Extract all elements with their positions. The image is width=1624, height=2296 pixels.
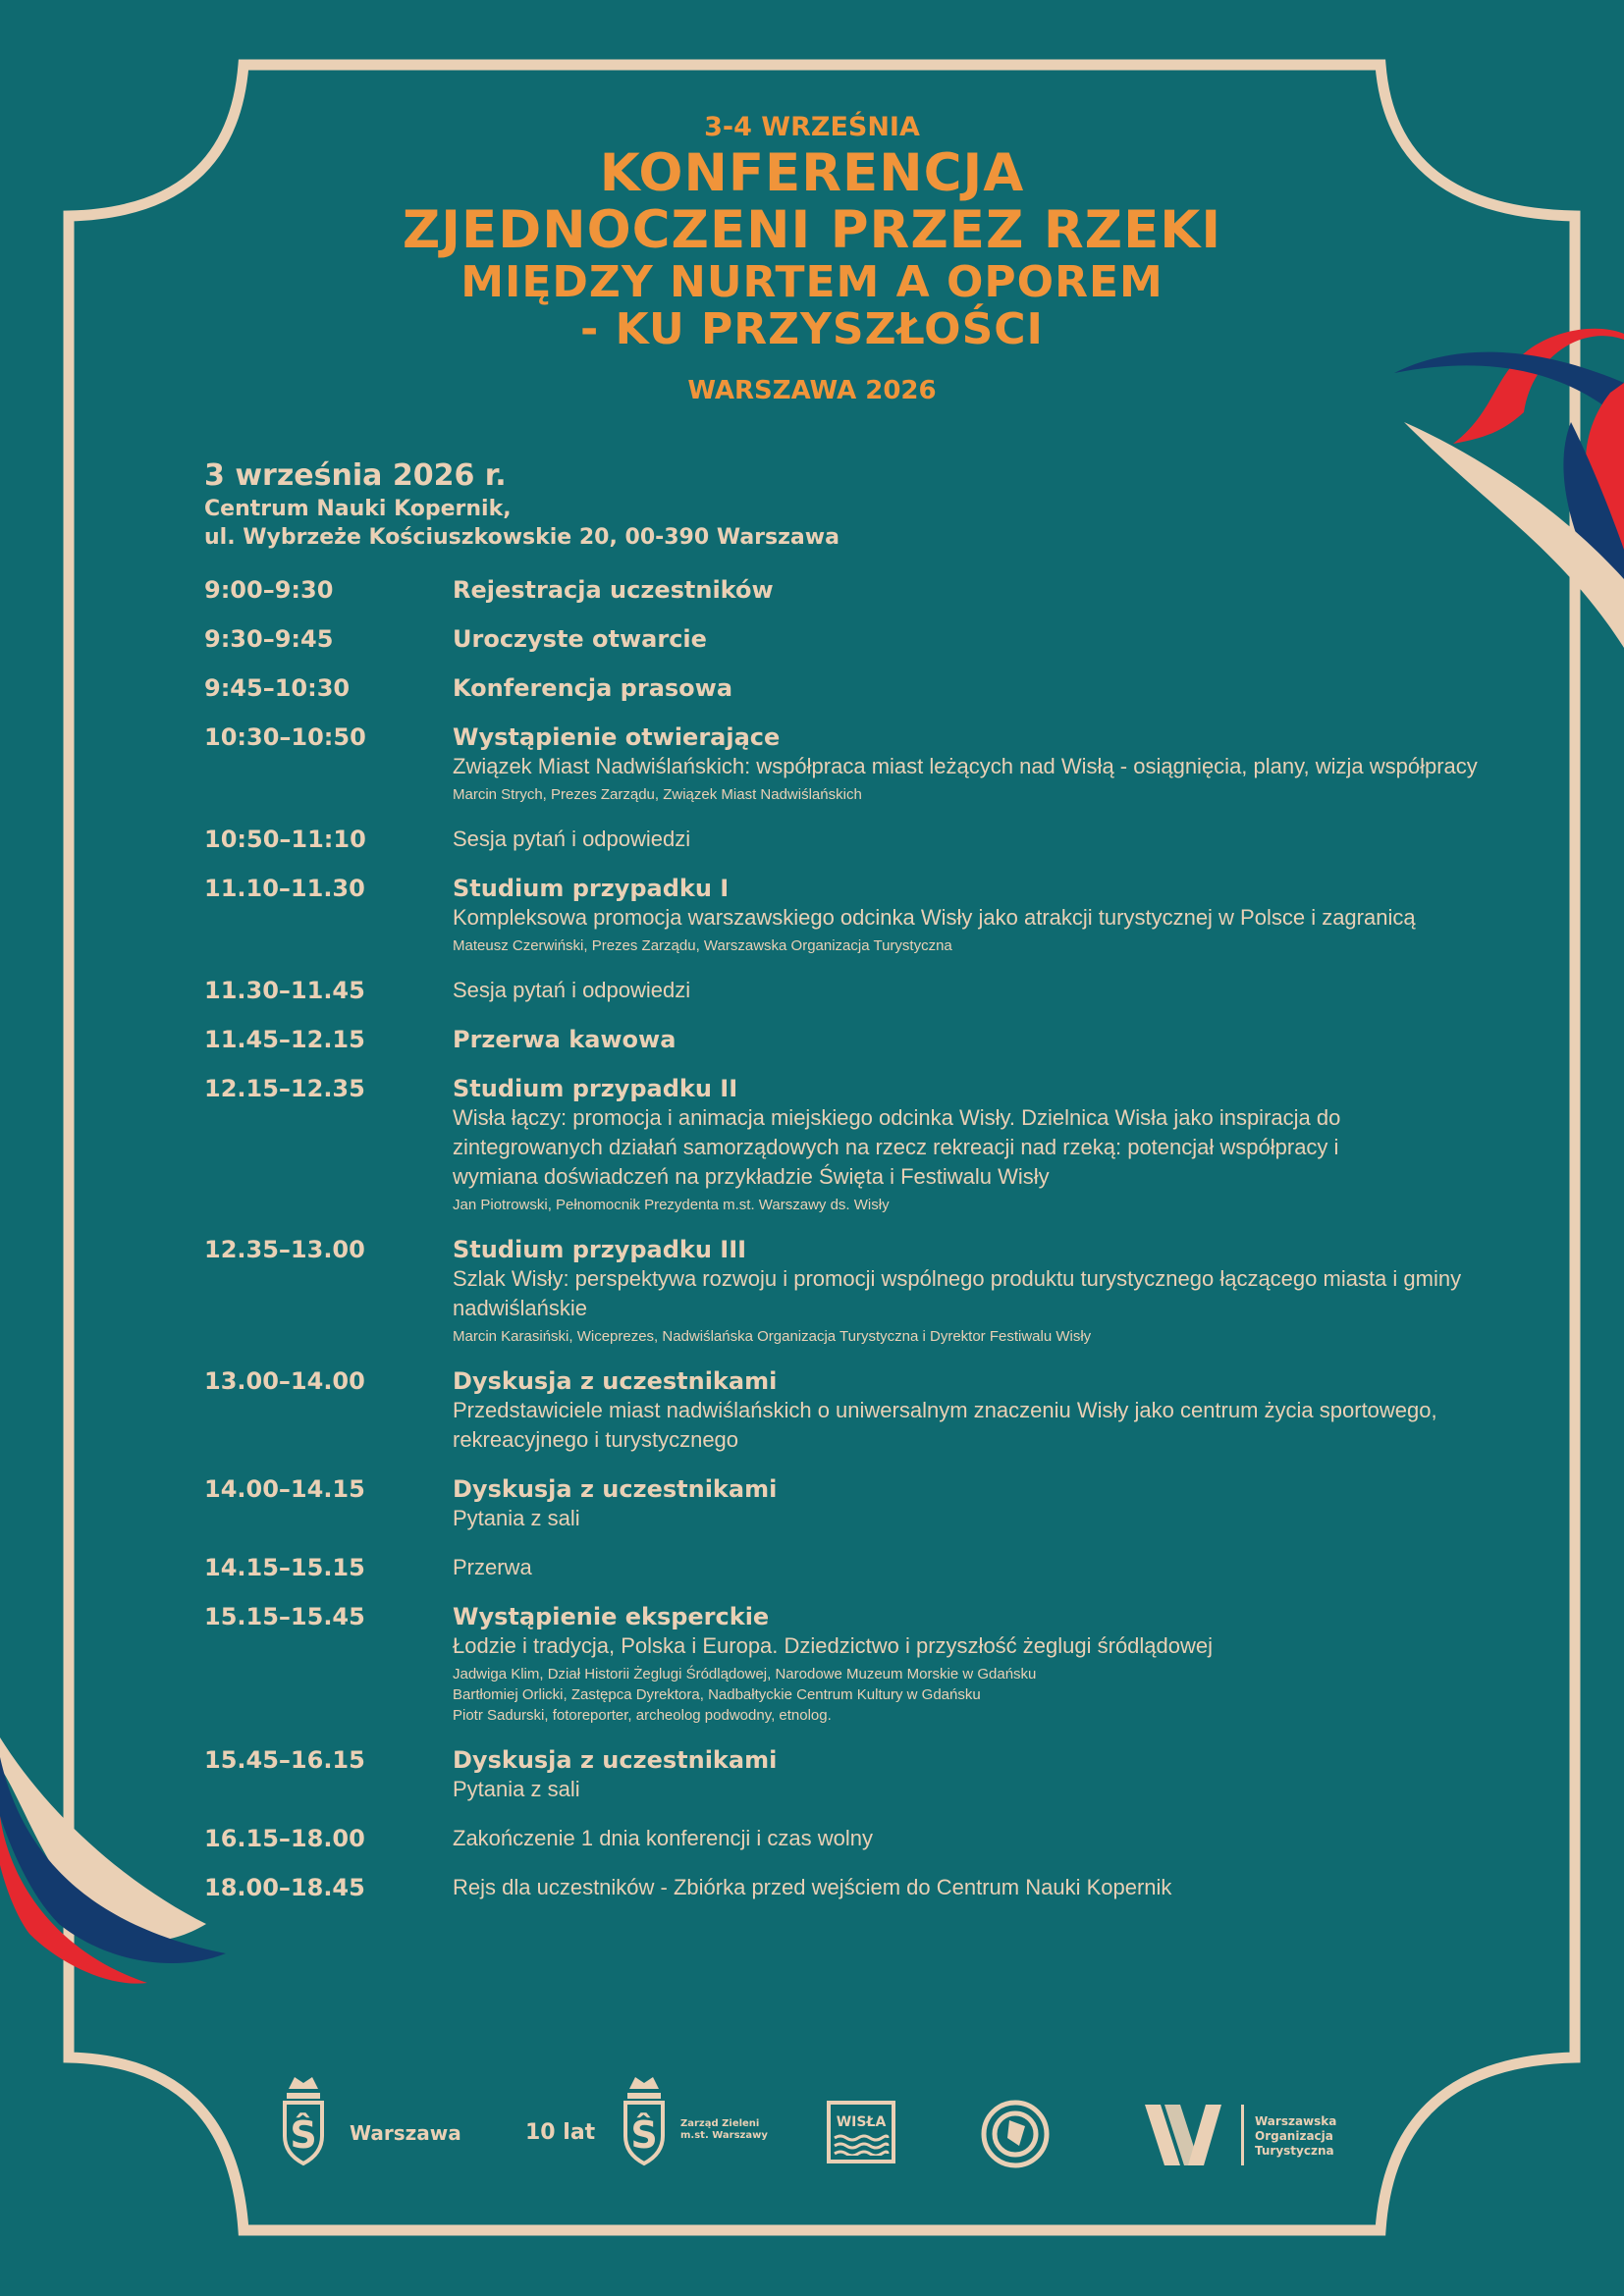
row-title: Wystąpienie eksperckie — [453, 1603, 770, 1630]
schedule-row — [0, 1474, 1624, 1553]
row-speakers: Marcin Strych, Prezes Zarządu, Związek Miast Nadwiślańskich — [453, 786, 862, 803]
row-time: 12.15–12.35 — [204, 1075, 365, 1102]
row-speakers: Jan Piotrowski, Pełnomocnik Prezydenta m.st. Warszawy ds. Wisły — [453, 1197, 890, 1213]
row-speakers: Jadwiga Klim, Dział Historii Żeglugi Śródlądowej, Narodowe Muzeum Morskie w Gdańsku Bartłomiej Orlicki, Zastępca Dyrektora, Nadbałtyckie Centrum Kultury w Gdańsku Piotr Sadurski, fotoreporter, archeolog podwodny, etnolog. — [453, 1666, 1037, 1724]
row-time: 10:30–10:50 — [204, 723, 366, 751]
header — [0, 110, 1624, 408]
schedule-row — [0, 624, 1624, 673]
day-venue: Centrum Nauki Kopernik, — [204, 497, 512, 521]
wot-name-1: Warszawska — [1255, 2114, 1337, 2128]
row-description: Przedstawiciele miast nadwiślańskich o uniwersalnym znaczeniu Wisły jako centrum życia sportowego, rekreacyjnego i turystycznego — [453, 1398, 1437, 1452]
row-description: Związek Miast Nadwiślańskich: współpraca miast leżących nad Wisłą - osiągnięcia, plany, wizja współpracy — [453, 754, 1478, 778]
row-description: Szlak Wisły: perspektywa rozwoju i promocji wspólnego produktu turystycznego łączącego miasta i gminy nadwiślańskie — [453, 1266, 1462, 1320]
row-time: 15.45–16.15 — [204, 1746, 365, 1774]
row-description: Zakończenie 1 dnia konferencji i czas wolny — [453, 1826, 874, 1850]
row-description: Rejs dla uczestników - Zbiórka przed wejściem do Centrum Nauki Kopernik — [453, 1875, 1172, 1899]
wisla-logo — [827, 2101, 895, 2163]
wot-name-2: Organizacja — [1255, 2129, 1333, 2143]
row-title: Studium przypadku II — [453, 1075, 738, 1102]
emblem-icon — [980, 2099, 1051, 2169]
warsaw-crest-icon — [281, 2071, 326, 2169]
schedule-row — [0, 673, 1624, 722]
row-title: Wystąpienie otwierające — [453, 723, 781, 751]
row-title: Dyskusja z uczestnikami — [453, 1367, 778, 1395]
schedule-row — [0, 1366, 1624, 1474]
zzw-crest-icon — [622, 2071, 667, 2169]
row-time: 16.15–18.00 — [204, 1825, 365, 1852]
schedule-row — [0, 1824, 1624, 1873]
row-title: Konferencja prasowa — [453, 674, 733, 702]
row-time: 9:00–9:30 — [204, 576, 334, 604]
circle-emblem-logo — [980, 2099, 1051, 2173]
partner-logos — [0, 2071, 1624, 2169]
row-time: 10:50–11:10 — [204, 826, 366, 853]
svg-text:Ŝ: Ŝ — [290, 2113, 317, 2157]
row-time: 14.15–15.15 — [204, 1554, 365, 1581]
row-title: Dyskusja z uczestnikami — [453, 1475, 778, 1503]
row-time: 14.00–14.15 — [204, 1475, 365, 1503]
schedule-row — [0, 1602, 1624, 1745]
row-time: 13.00–14.00 — [204, 1367, 365, 1395]
row-title: Przerwa kawowa — [453, 1026, 677, 1053]
row-description: Sesja pytań i odpowiedzi — [453, 978, 691, 1002]
schedule-row — [0, 874, 1624, 976]
schedule-row — [0, 575, 1624, 624]
warszawa-label: Warszawa — [350, 2121, 461, 2145]
row-time: 15.15–15.45 — [204, 1603, 365, 1630]
row-time: 11.10–11.30 — [204, 875, 365, 902]
warszawa-logo — [281, 2071, 461, 2173]
row-speakers: Mateusz Czerwiński, Prezes Zarządu, Warszawska Organizacja Turystyczna — [453, 937, 952, 954]
row-description: Kompleksowa promocja warszawskiego odcinka Wisły jako atrakcji turystycznej w Polsce i zagranicą — [453, 905, 1416, 930]
row-description: Pytania z sali — [453, 1777, 580, 1801]
title-line-2: ZJEDNOCZENI PRZEZ RZEKI — [402, 200, 1222, 260]
svg-text:Ŝ: Ŝ — [630, 2113, 658, 2157]
row-title: Dyskusja z uczestnikami — [453, 1746, 778, 1774]
schedule-row — [0, 825, 1624, 874]
schedule-row — [0, 1074, 1624, 1235]
schedule-row — [0, 1025, 1624, 1074]
row-speakers: Marcin Karasiński, Wiceprezes, Nadwiślańska Organizacja Turystyczna i Dyrektor Festiwalu Wisły — [453, 1328, 1092, 1345]
row-description: Wisła łączy: promocja i animacja miejskiego odcinka Wisły. Dzielnica Wisła jako inspiracja do zintegrowanych działań samorządowych na rzecz rekreacji nad rzeką: potencjał współpracy i wymiana doświadczeń na przykładzie Święta i Festiwalu Wisły — [453, 1105, 1341, 1189]
schedule-row — [0, 722, 1624, 825]
date-range: 3-4 WRZEŚNIA — [704, 112, 920, 142]
row-title: Uroczyste otwarcie — [453, 625, 707, 653]
title-line-4: - KU PRZYSZŁOŚCI — [580, 304, 1044, 354]
schedule-row — [0, 1873, 1624, 1922]
row-time: 9:45–10:30 — [204, 674, 351, 702]
row-description: Sesja pytań i odpowiedzi — [453, 827, 691, 851]
schedule-row — [0, 976, 1624, 1025]
waves-icon — [831, 2132, 892, 2156]
row-title: Rejestracja uczestników — [453, 576, 774, 604]
row-time: 11.30–11.45 — [204, 977, 365, 1004]
wot-logo — [1143, 2105, 1337, 2169]
row-description: Łodzie i tradycja, Polska i Europa. Dziedzictwo i przyszłość żeglugi śródlądowej — [453, 1633, 1214, 1658]
wot-mark-icon — [1143, 2105, 1223, 2165]
day-info — [204, 457, 839, 552]
schedule-row — [0, 1553, 1624, 1602]
schedule-row — [0, 1745, 1624, 1824]
row-time: 18.00–18.45 — [204, 1874, 365, 1901]
wisla-label: WISŁA — [836, 2114, 887, 2130]
zzw-years: 10 lat — [525, 2120, 596, 2145]
row-time: 12.35–13.00 — [204, 1236, 365, 1263]
row-title: Studium przypadku I — [453, 875, 730, 902]
row-description: Pytania z sali — [453, 1506, 580, 1530]
row-description: Przerwa — [453, 1555, 532, 1579]
title-line-3: MIĘDZY NURTEM A OPOREM — [460, 257, 1164, 307]
zzw-name-2: m.st. Warszawy — [680, 2130, 768, 2141]
city-year: WARSZAWA 2026 — [687, 376, 937, 405]
wot-name-3: Turystyczna — [1255, 2144, 1334, 2158]
row-time: 11.45–12.15 — [204, 1026, 365, 1053]
title-line-1: KONFERENCJA — [599, 143, 1025, 203]
row-title: Studium przypadku III — [453, 1236, 747, 1263]
day-date: 3 września 2026 r. — [204, 458, 507, 493]
day-address: ul. Wybrzeże Kościuszkowskie 20, 00-390 Warszawa — [204, 525, 839, 550]
schedule-row — [0, 1235, 1624, 1366]
schedule — [0, 575, 1624, 1922]
zzw-name-1: Zarząd Zieleni — [680, 2118, 760, 2129]
row-time: 9:30–9:45 — [204, 625, 334, 653]
